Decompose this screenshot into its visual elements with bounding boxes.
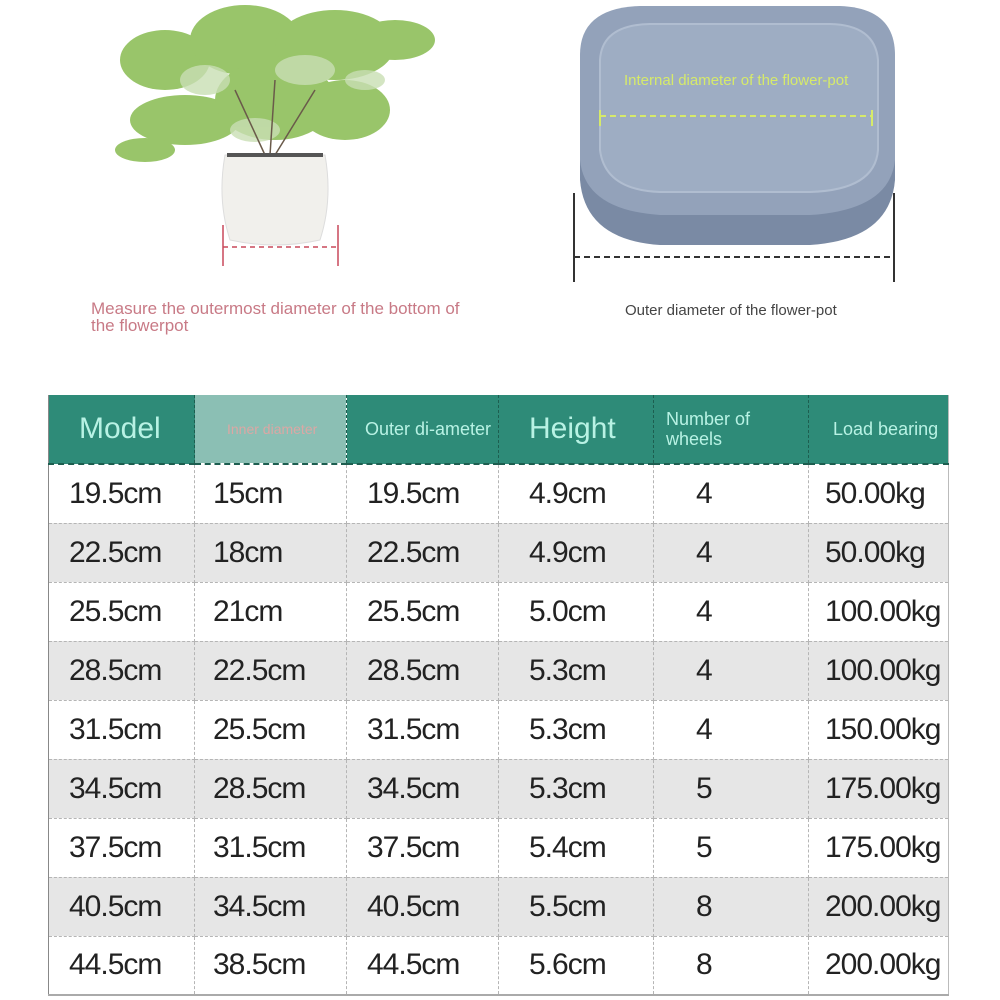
cell-inner-diameter: 21cm [195,582,347,641]
cell-model: 28.5cm [49,641,195,700]
cell-model: 37.5cm [49,818,195,877]
cell-wheels: 4 [654,582,809,641]
cell-model: 44.5cm [49,936,195,995]
cell-inner-diameter: 34.5cm [195,877,347,936]
plant-measure-panel [0,0,500,370]
plant-caddy-tray-icon [560,0,920,290]
cell-inner-diameter: 18cm [195,523,347,582]
table-row [49,818,949,877]
potted-plant-icon [95,0,455,280]
cell-load-bearing: 175.00kg [809,759,949,818]
header-height: Height [499,395,654,464]
cell-height: 4.9cm [499,523,654,582]
cell-wheels: 4 [654,700,809,759]
cell-wheels: 4 [654,523,809,582]
cell-wheels: 8 [654,877,809,936]
cell-wheels: 4 [654,641,809,700]
header-load-bearing: Load bearing [809,395,949,464]
cell-inner-diameter: 31.5cm [195,818,347,877]
table-row [49,700,949,759]
cell-height: 5.3cm [499,641,654,700]
cell-model: 34.5cm [49,759,195,818]
cell-outer-diameter: 28.5cm [347,641,499,700]
cell-height: 5.4cm [499,818,654,877]
tray-measure-panel [560,0,920,350]
outer-diameter-caption: Outer diameter of the flower-pot [625,302,837,319]
table-row [49,759,949,818]
cell-outer-diameter: 34.5cm [347,759,499,818]
cell-height: 5.6cm [499,936,654,995]
cell-wheels: 5 [654,818,809,877]
cell-height: 4.9cm [499,464,654,523]
table-row [49,877,949,936]
cell-inner-diameter: 28.5cm [195,759,347,818]
table-row [49,464,949,523]
cell-inner-diameter: 38.5cm [195,936,347,995]
cell-height: 5.3cm [499,700,654,759]
header-inner-diameter: Inner diameter [195,395,347,464]
cell-load-bearing: 200.00kg [809,936,949,995]
cell-load-bearing: 150.00kg [809,700,949,759]
cell-height: 5.0cm [499,582,654,641]
size-spec-table [48,395,949,996]
cell-outer-diameter: 31.5cm [347,700,499,759]
cell-model: 31.5cm [49,700,195,759]
cell-load-bearing: 100.00kg [809,641,949,700]
cell-wheels: 8 [654,936,809,995]
cell-load-bearing: 200.00kg [809,877,949,936]
cell-load-bearing: 175.00kg [809,818,949,877]
plant-measure-caption: Measure the outermost diameter of the bottom of the flowerpot [91,299,460,335]
cell-outer-diameter: 22.5cm [347,523,499,582]
cell-load-bearing: 100.00kg [809,582,949,641]
cell-model: 25.5cm [49,582,195,641]
table-row [49,582,949,641]
cell-model: 19.5cm [49,464,195,523]
table-header-row [49,395,949,464]
cell-outer-diameter: 25.5cm [347,582,499,641]
cell-model: 40.5cm [49,877,195,936]
table-row [49,641,949,700]
header-model: Model [49,395,195,464]
header-wheels: Number of wheels [654,395,809,464]
cell-outer-diameter: 44.5cm [347,936,499,995]
cell-inner-diameter: 15cm [195,464,347,523]
cell-inner-diameter: 25.5cm [195,700,347,759]
cell-wheels: 4 [654,464,809,523]
cell-load-bearing: 50.00kg [809,523,949,582]
cell-outer-diameter: 19.5cm [347,464,499,523]
cell-outer-diameter: 37.5cm [347,818,499,877]
header-outer-diameter: Outer di-ameter [347,395,499,464]
cell-inner-diameter: 22.5cm [195,641,347,700]
table-row [49,523,949,582]
cell-height: 5.5cm [499,877,654,936]
cell-wheels: 5 [654,759,809,818]
internal-diameter-label: Internal diameter of the flower-pot [624,72,849,89]
cell-model: 22.5cm [49,523,195,582]
table-row [49,936,949,995]
cell-load-bearing: 50.00kg [809,464,949,523]
cell-height: 5.3cm [499,759,654,818]
cell-outer-diameter: 40.5cm [347,877,499,936]
